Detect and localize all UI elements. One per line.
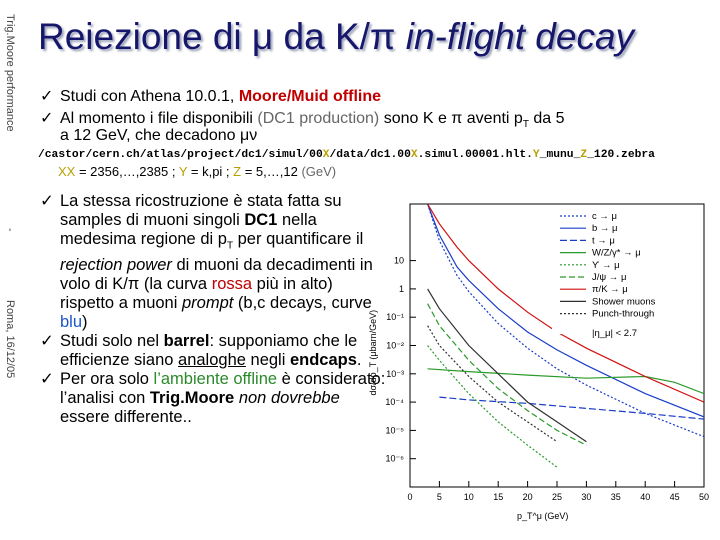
text: La stessa ricostruzione è stata fatta su samples di muoni singoli bbox=[60, 192, 342, 230]
title-part3: in-flight decay bbox=[395, 16, 635, 57]
text: . bbox=[356, 351, 362, 370]
y-tick-label: 1 bbox=[398, 283, 404, 294]
text: più in alto) rispetto a muoni bbox=[60, 274, 333, 312]
title-part2: da K/ bbox=[273, 16, 370, 57]
paragraph-3-text bbox=[60, 370, 390, 427]
text-blue: blu bbox=[60, 312, 83, 331]
x-tick-label: 30 bbox=[581, 492, 592, 502]
path-z: Z bbox=[580, 149, 588, 161]
x-tick-label: 35 bbox=[610, 492, 621, 502]
path-x: X bbox=[410, 149, 418, 161]
body-paragraph-1 bbox=[40, 192, 390, 332]
text-bold: DC1 bbox=[244, 211, 278, 230]
legend-label: Shower muons bbox=[592, 296, 656, 308]
muon-spectrum-chart bbox=[362, 190, 718, 530]
bullet-1 bbox=[40, 86, 381, 106]
text-italic: non dovrebbe bbox=[238, 389, 340, 408]
eta-annotation: |η_μ| < 2.7 bbox=[592, 327, 638, 339]
slide-title bbox=[38, 16, 634, 58]
text-green: l’ambiente offline bbox=[153, 370, 278, 389]
y-tick-label: 10⁻¹ bbox=[386, 312, 404, 323]
legend-label: c → μ bbox=[592, 211, 618, 222]
text: negli bbox=[245, 351, 290, 370]
bullet-1-text: Studi con Athena 10.0.1, bbox=[60, 88, 239, 105]
x-tick-label: 50 bbox=[698, 492, 710, 502]
text-bold: endcaps bbox=[289, 351, 357, 370]
z-unit: (GeV) bbox=[301, 164, 337, 179]
bullet-1-highlight: Moore/Muid offline bbox=[238, 88, 382, 105]
x-tick-label: 25 bbox=[551, 492, 563, 502]
text-red: rossa bbox=[211, 274, 253, 293]
title-part1: Reiezione di bbox=[38, 16, 252, 57]
xx-value: = 2356,…,2385 ; bbox=[75, 164, 179, 179]
legend-label: W/Z/γ* → μ bbox=[592, 247, 641, 259]
text-italic: rejection power bbox=[60, 255, 172, 274]
x-tick-label: 40 bbox=[640, 492, 651, 502]
x-tick-label: 15 bbox=[493, 492, 504, 502]
legend-label: b → μ bbox=[592, 223, 618, 235]
y-tick-label: 10⁻⁵ bbox=[385, 425, 404, 436]
text: nella medesima regione di p bbox=[60, 211, 317, 249]
y-tick-label: 10⁻⁴ bbox=[385, 397, 404, 408]
text: : supponiamo che le efficienze siano bbox=[60, 331, 358, 370]
text: di muoni da decadimenti in volo di K/π (la curva bbox=[60, 255, 373, 293]
body-text bbox=[40, 192, 390, 427]
check-icon: ✓ bbox=[40, 88, 54, 105]
y-tick-label: 10 bbox=[393, 255, 404, 266]
y-value: = k,pi ; bbox=[187, 164, 234, 179]
path-seg: .simul.00001.hlt. bbox=[417, 149, 533, 161]
bullet-2-text2: sono K e π aventi p bbox=[379, 110, 523, 127]
path-seg: /data/dc1.00 bbox=[329, 149, 411, 161]
text: Per ora solo bbox=[60, 370, 154, 389]
path-x: X bbox=[322, 149, 330, 161]
bullet-2-grey: (DC1 production) bbox=[257, 110, 380, 127]
xx-label: XX bbox=[58, 164, 76, 179]
x-tick-label: 45 bbox=[669, 492, 680, 502]
bullet-2-text: Al momento i file disponibili bbox=[60, 110, 258, 127]
paragraph-2-text bbox=[60, 332, 390, 370]
path-seg: /castor/cern.ch/atlas/project/dc1/simul/00 bbox=[38, 149, 323, 161]
bullet-2-text3: da 5 bbox=[528, 110, 565, 127]
path-seg: _120.zebra bbox=[587, 149, 655, 161]
check-icon: ✓ bbox=[40, 331, 54, 350]
x-tick-label: 0 bbox=[407, 492, 413, 502]
title-mu: μ bbox=[251, 16, 274, 57]
check-icon: ✓ bbox=[40, 370, 54, 389]
y-tick-label: 10⁻³ bbox=[386, 368, 404, 379]
legend-label: J/ψ → μ bbox=[592, 272, 627, 283]
x-tick-label: 10 bbox=[463, 492, 474, 502]
legend-label: Punch-through bbox=[592, 308, 655, 320]
path-y: Y bbox=[532, 149, 540, 161]
sidebar-separator: - bbox=[4, 228, 16, 232]
y-tick-label: 10⁻⁶ bbox=[385, 453, 404, 464]
check-icon: ✓ bbox=[40, 110, 54, 127]
bullet-2-sub: T bbox=[522, 119, 529, 131]
paragraph-1-text bbox=[60, 192, 390, 332]
text: è considerato: l’analisi con bbox=[60, 370, 386, 408]
legend-label: π/K → μ bbox=[592, 284, 628, 296]
check-icon: ✓ bbox=[40, 192, 54, 210]
sidebar-title: Trig.Moore performance bbox=[4, 14, 16, 132]
y-tick-label: 10⁻² bbox=[386, 340, 404, 351]
legend-label: ϒ → μ bbox=[592, 259, 620, 271]
x-axis-label: p_T^μ (GeV) bbox=[517, 511, 569, 521]
text: essere differente.. bbox=[60, 408, 192, 427]
text: per quantificare il bbox=[233, 230, 364, 249]
text-bold: barrel bbox=[163, 331, 210, 350]
text-underline: analoghe bbox=[178, 351, 246, 370]
title-pi: π bbox=[369, 16, 396, 57]
text-bold: Trig.Moore bbox=[149, 389, 235, 408]
sidebar-location-date: Roma, 16/12/05 bbox=[4, 300, 16, 379]
text: (b,c decays, curve bbox=[233, 293, 372, 312]
bullet-2-line2: a 12 GeV, che decadono μν bbox=[60, 127, 258, 144]
z-value: = 5,…,12 bbox=[241, 164, 302, 179]
castor-path bbox=[38, 149, 655, 161]
x-tick-label: 5 bbox=[436, 492, 442, 502]
z-label: Z bbox=[233, 164, 242, 179]
x-tick-label: 20 bbox=[522, 492, 533, 502]
path-seg: _munu_ bbox=[539, 149, 581, 161]
path-legend bbox=[58, 164, 336, 179]
y-axis-label: dσ/dp_T (μbarn/GeV) bbox=[368, 309, 378, 396]
text: Studi solo nel bbox=[60, 331, 164, 350]
subscript: T bbox=[226, 240, 234, 252]
text: ) bbox=[82, 312, 88, 331]
body-paragraph-2 bbox=[40, 332, 390, 370]
body-paragraph-3 bbox=[40, 370, 390, 427]
legend-label: t → μ bbox=[592, 235, 615, 247]
text-italic: prompt bbox=[181, 293, 234, 312]
y-label: Y bbox=[178, 164, 188, 179]
